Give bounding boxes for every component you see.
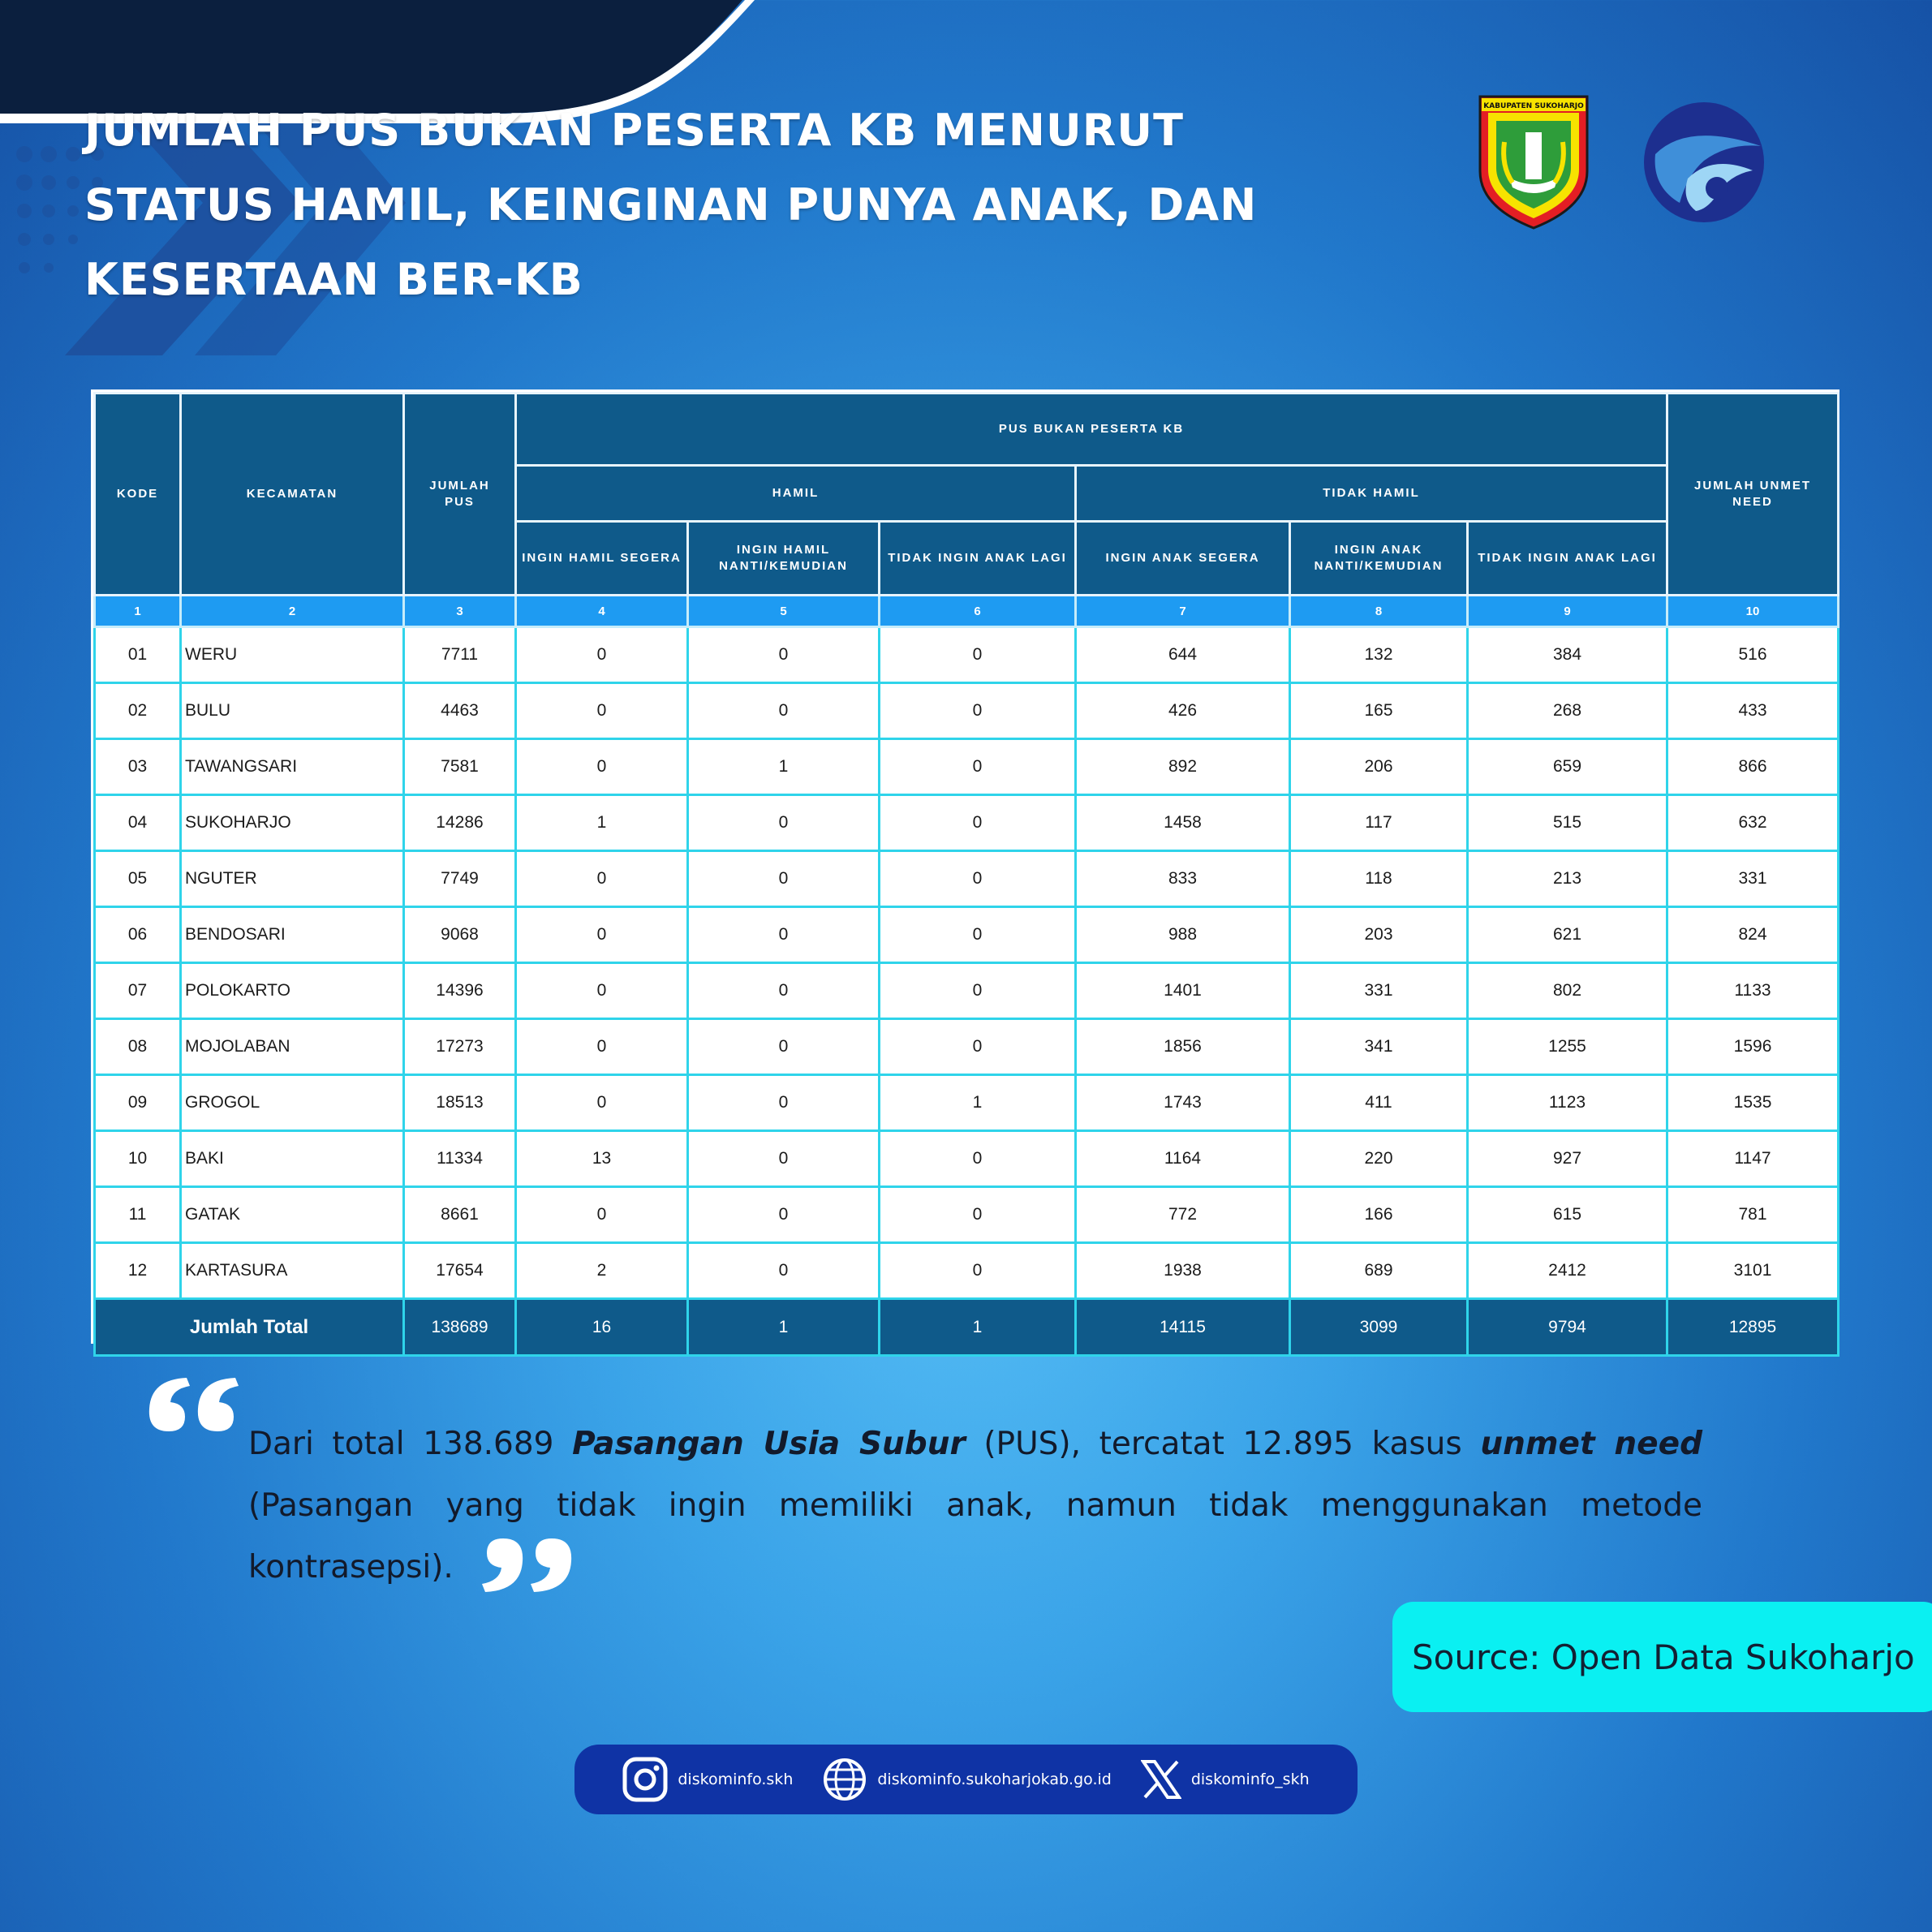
table-cell: 0 bbox=[880, 1019, 1076, 1075]
table-cell: 0 bbox=[688, 907, 880, 963]
table-cell: 132 bbox=[1290, 627, 1468, 683]
cell-kode: 09 bbox=[95, 1075, 181, 1131]
page-title: JUMLAH PUS BUKAN PESERTA KB MENURUT STATUS HAMIL, KEINGINAN PUNYA ANAK, DAN KESERTAAN BER-KB bbox=[84, 105, 1258, 305]
table-cell: 0 bbox=[516, 851, 688, 907]
table-cell: 1147 bbox=[1667, 1131, 1839, 1187]
table-cell: 165 bbox=[1290, 683, 1468, 739]
total-cell: 16 bbox=[516, 1299, 688, 1356]
data-table bbox=[93, 392, 1839, 1357]
table-row bbox=[95, 683, 1839, 739]
table-cell: 1123 bbox=[1468, 1075, 1667, 1131]
header-kode: KODE bbox=[95, 394, 181, 596]
cell-kecamatan: BULU bbox=[181, 683, 404, 739]
table-cell: 689 bbox=[1290, 1243, 1468, 1299]
header-jumlah-pus bbox=[404, 394, 516, 596]
total-label: Jumlah Total bbox=[95, 1299, 404, 1356]
kominfo-logo-icon bbox=[1639, 97, 1769, 227]
table-row bbox=[95, 963, 1839, 1019]
table-cell: 1743 bbox=[1076, 1075, 1290, 1131]
cell-kode: 07 bbox=[95, 963, 181, 1019]
table-cell: 772 bbox=[1076, 1187, 1290, 1243]
table-cell: 1255 bbox=[1468, 1019, 1667, 1075]
header-ingin-hamil-nanti-line1: INGIN HAMIL bbox=[736, 543, 831, 557]
table-cell: 0 bbox=[880, 851, 1076, 907]
table-cell: 331 bbox=[1667, 851, 1839, 907]
total-cell: 1 bbox=[688, 1299, 880, 1356]
table-cell: 8661 bbox=[404, 1187, 516, 1243]
table-cell: 433 bbox=[1667, 683, 1839, 739]
column-number: 7 bbox=[1076, 596, 1290, 627]
instagram-link[interactable] bbox=[622, 1757, 793, 1802]
header-jumlah-pus-line1: JUMLAH bbox=[429, 479, 490, 493]
table-row bbox=[95, 851, 1839, 907]
table-cell: 117 bbox=[1290, 795, 1468, 851]
table-cell: 206 bbox=[1290, 739, 1468, 795]
header-ingin-anak-nanti bbox=[1290, 522, 1468, 596]
column-number: 5 bbox=[688, 596, 880, 627]
header-tidak-hamil: TIDAK HAMIL bbox=[1076, 466, 1667, 522]
table-cell: 1 bbox=[688, 739, 880, 795]
table-cell: 1401 bbox=[1076, 963, 1290, 1019]
table-cell: 892 bbox=[1076, 739, 1290, 795]
cell-kecamatan: NGUTER bbox=[181, 851, 404, 907]
header-jumlah-unmet-line1: JUMLAH UNMET bbox=[1694, 479, 1812, 493]
table-cell: 833 bbox=[1076, 851, 1290, 907]
cell-kode: 10 bbox=[95, 1131, 181, 1187]
table-cell: 1133 bbox=[1667, 963, 1839, 1019]
table-cell: 4463 bbox=[404, 683, 516, 739]
cell-kode: 02 bbox=[95, 683, 181, 739]
table-row bbox=[95, 1131, 1839, 1187]
table-cell: 14396 bbox=[404, 963, 516, 1019]
total-cell: 138689 bbox=[404, 1299, 516, 1356]
table-cell: 7711 bbox=[404, 627, 516, 683]
table-cell: 203 bbox=[1290, 907, 1468, 963]
table-cell: 18513 bbox=[404, 1075, 516, 1131]
table-cell: 0 bbox=[688, 1075, 880, 1131]
source-badge bbox=[1392, 1602, 1932, 1712]
cell-kode: 05 bbox=[95, 851, 181, 907]
table-cell: 515 bbox=[1468, 795, 1667, 851]
table-cell: 0 bbox=[688, 963, 880, 1019]
table-cell: 0 bbox=[880, 1187, 1076, 1243]
cell-kode: 01 bbox=[95, 627, 181, 683]
table-cell: 0 bbox=[516, 627, 688, 683]
instagram-icon bbox=[622, 1757, 668, 1802]
table-cell: 0 bbox=[880, 1243, 1076, 1299]
header-pus-bukan-peserta: PUS BUKAN PESERTA KB bbox=[516, 394, 1667, 466]
x-handle: diskominfo_skh bbox=[1190, 1771, 1310, 1788]
source-text: Source: Open Data Sukoharjo bbox=[1412, 1637, 1915, 1677]
header-ingin-anak-segera: INGIN ANAK SEGERA bbox=[1076, 522, 1290, 596]
quote-part3: (Pasangan yang tidak ingin memiliki anak, namun tidak menggunakan metode kontrasepsi). bbox=[248, 1487, 1702, 1586]
quote-part1: Dari total 138.689 bbox=[248, 1426, 573, 1462]
column-number: 8 bbox=[1290, 596, 1468, 627]
table-cell: 0 bbox=[516, 683, 688, 739]
table-row bbox=[95, 739, 1839, 795]
table-cell: 9068 bbox=[404, 907, 516, 963]
cell-kode: 04 bbox=[95, 795, 181, 851]
table-cell: 213 bbox=[1468, 851, 1667, 907]
table-cell: 1596 bbox=[1667, 1019, 1839, 1075]
table-cell: 0 bbox=[516, 1187, 688, 1243]
quote-bold-pus: Pasangan Usia Subur bbox=[572, 1426, 966, 1462]
header-kecamatan: KECAMATAN bbox=[181, 394, 404, 596]
table-cell: 824 bbox=[1667, 907, 1839, 963]
instagram-handle: diskominfo.skh bbox=[678, 1771, 794, 1788]
social-footer bbox=[574, 1745, 1358, 1814]
table-row bbox=[95, 1243, 1839, 1299]
table-cell: 7581 bbox=[404, 739, 516, 795]
website-url: diskominfo.sukoharjokab.go.id bbox=[877, 1771, 1112, 1788]
quote-part2: (PUS), tercatat 12.895 kasus bbox=[965, 1426, 1481, 1462]
table-cell: 341 bbox=[1290, 1019, 1468, 1075]
table-cell: 1938 bbox=[1076, 1243, 1290, 1299]
table-cell: 0 bbox=[516, 1075, 688, 1131]
total-row bbox=[95, 1299, 1839, 1356]
table-cell: 1458 bbox=[1076, 795, 1290, 851]
table-cell: 0 bbox=[688, 851, 880, 907]
column-number: 3 bbox=[404, 596, 516, 627]
cell-kecamatan: GATAK bbox=[181, 1187, 404, 1243]
table-cell: 0 bbox=[516, 963, 688, 1019]
header-jumlah-unmet-need bbox=[1667, 394, 1839, 596]
regency-crest-icon bbox=[1477, 93, 1590, 231]
table-row bbox=[95, 1019, 1839, 1075]
cell-kecamatan: BENDOSARI bbox=[181, 907, 404, 963]
total-cell: 14115 bbox=[1076, 1299, 1290, 1356]
column-number: 10 bbox=[1667, 596, 1839, 627]
cell-kode: 11 bbox=[95, 1187, 181, 1243]
table-cell: 0 bbox=[880, 1131, 1076, 1187]
table-cell: 411 bbox=[1290, 1075, 1468, 1131]
globe-icon bbox=[822, 1757, 867, 1802]
x-link[interactable] bbox=[1141, 1759, 1310, 1800]
header-hamil: HAMIL bbox=[516, 466, 1076, 522]
column-number-row bbox=[95, 596, 1839, 627]
table-cell: 17654 bbox=[404, 1243, 516, 1299]
table-cell: 516 bbox=[1667, 627, 1839, 683]
website-link[interactable] bbox=[822, 1757, 1111, 1802]
quote-bold-unmet: unmet need bbox=[1480, 1426, 1702, 1462]
cell-kecamatan: SUKOHARJO bbox=[181, 795, 404, 851]
header-hamil-tidak-ingin-anak-lagi: TIDAK INGIN ANAK LAGI bbox=[880, 522, 1076, 596]
cell-kecamatan: MOJOLABAN bbox=[181, 1019, 404, 1075]
table-cell: 1856 bbox=[1076, 1019, 1290, 1075]
table-cell: 7749 bbox=[404, 851, 516, 907]
table-cell: 0 bbox=[880, 795, 1076, 851]
table-cell: 802 bbox=[1468, 963, 1667, 1019]
header-ingin-hamil-nanti bbox=[688, 522, 880, 596]
column-number: 2 bbox=[181, 596, 404, 627]
table-cell: 17273 bbox=[404, 1019, 516, 1075]
quote-open-icon bbox=[144, 1373, 242, 1438]
cell-kecamatan: TAWANGSARI bbox=[181, 739, 404, 795]
table-cell: 166 bbox=[1290, 1187, 1468, 1243]
table-cell: 0 bbox=[688, 683, 880, 739]
table-cell: 0 bbox=[688, 1243, 880, 1299]
total-cell: 12895 bbox=[1667, 1299, 1839, 1356]
header-ingin-hamil-segera: INGIN HAMIL SEGERA bbox=[516, 522, 688, 596]
table-row bbox=[95, 1187, 1839, 1243]
table-row bbox=[95, 907, 1839, 963]
table-cell: 0 bbox=[880, 683, 1076, 739]
table-cell: 0 bbox=[688, 627, 880, 683]
table-cell: 0 bbox=[516, 907, 688, 963]
cell-kode: 03 bbox=[95, 739, 181, 795]
cell-kode: 12 bbox=[95, 1243, 181, 1299]
quote-text bbox=[248, 1414, 1702, 1599]
cell-kecamatan: WERU bbox=[181, 627, 404, 683]
column-number: 6 bbox=[880, 596, 1076, 627]
table-cell: 644 bbox=[1076, 627, 1290, 683]
total-cell: 3099 bbox=[1290, 1299, 1468, 1356]
table-cell: 0 bbox=[880, 963, 1076, 1019]
table-cell: 11334 bbox=[404, 1131, 516, 1187]
column-number: 1 bbox=[95, 596, 181, 627]
cell-kode: 08 bbox=[95, 1019, 181, 1075]
table-cell: 3101 bbox=[1667, 1243, 1839, 1299]
table-cell: 1164 bbox=[1076, 1131, 1290, 1187]
table-cell: 0 bbox=[688, 1019, 880, 1075]
table-cell: 0 bbox=[516, 1019, 688, 1075]
data-table-container bbox=[91, 389, 1839, 1344]
cell-kode: 06 bbox=[95, 907, 181, 963]
table-cell: 268 bbox=[1468, 683, 1667, 739]
total-cell: 9794 bbox=[1468, 1299, 1667, 1356]
table-cell: 0 bbox=[688, 795, 880, 851]
table-cell: 0 bbox=[688, 1131, 880, 1187]
column-number: 9 bbox=[1468, 596, 1667, 627]
table-cell: 426 bbox=[1076, 683, 1290, 739]
table-cell: 1535 bbox=[1667, 1075, 1839, 1131]
table-cell: 2 bbox=[516, 1243, 688, 1299]
header-ingin-anak-nanti-line1: INGIN ANAK bbox=[1334, 543, 1423, 557]
table-cell: 2412 bbox=[1468, 1243, 1667, 1299]
header-jumlah-pus-line2: PUS bbox=[445, 495, 475, 509]
cell-kecamatan: BAKI bbox=[181, 1131, 404, 1187]
header-tidak-hamil-tidak-ingin-anak-lagi: TIDAK INGIN ANAK LAGI bbox=[1468, 522, 1667, 596]
svg-text:KABUPATEN SUKOHARJO: KABUPATEN SUKOHARJO bbox=[1483, 102, 1584, 110]
quote-close-icon bbox=[479, 1532, 576, 1597]
table-cell: 781 bbox=[1667, 1187, 1839, 1243]
table-cell: 866 bbox=[1667, 739, 1839, 795]
header-ingin-anak-nanti-line2: NANTI/KEMUDIAN bbox=[1314, 559, 1444, 573]
x-logo-icon bbox=[1141, 1759, 1181, 1800]
table-cell: 1 bbox=[516, 795, 688, 851]
table-cell: 13 bbox=[516, 1131, 688, 1187]
table-row bbox=[95, 1075, 1839, 1131]
table-cell: 659 bbox=[1468, 739, 1667, 795]
table-row bbox=[95, 627, 1839, 683]
table-cell: 0 bbox=[880, 907, 1076, 963]
table-row bbox=[95, 795, 1839, 851]
header-jumlah-unmet-line2: NEED bbox=[1732, 495, 1773, 509]
table-cell: 0 bbox=[880, 739, 1076, 795]
table-cell: 384 bbox=[1468, 627, 1667, 683]
total-cell: 1 bbox=[880, 1299, 1076, 1356]
table-cell: 14286 bbox=[404, 795, 516, 851]
cell-kecamatan: GROGOL bbox=[181, 1075, 404, 1131]
cell-kecamatan: KARTASURA bbox=[181, 1243, 404, 1299]
table-cell: 1 bbox=[880, 1075, 1076, 1131]
table-cell: 988 bbox=[1076, 907, 1290, 963]
table-cell: 632 bbox=[1667, 795, 1839, 851]
table-cell: 220 bbox=[1290, 1131, 1468, 1187]
table-cell: 0 bbox=[688, 1187, 880, 1243]
header-ingin-hamil-nanti-line2: NANTI/KEMUDIAN bbox=[719, 559, 848, 573]
table-cell: 615 bbox=[1468, 1187, 1667, 1243]
cell-kecamatan: POLOKARTO bbox=[181, 963, 404, 1019]
table-cell: 0 bbox=[880, 627, 1076, 683]
table-cell: 118 bbox=[1290, 851, 1468, 907]
table-cell: 0 bbox=[516, 739, 688, 795]
column-number: 4 bbox=[516, 596, 688, 627]
table-cell: 927 bbox=[1468, 1131, 1667, 1187]
table-cell: 621 bbox=[1468, 907, 1667, 963]
table-cell: 331 bbox=[1290, 963, 1468, 1019]
